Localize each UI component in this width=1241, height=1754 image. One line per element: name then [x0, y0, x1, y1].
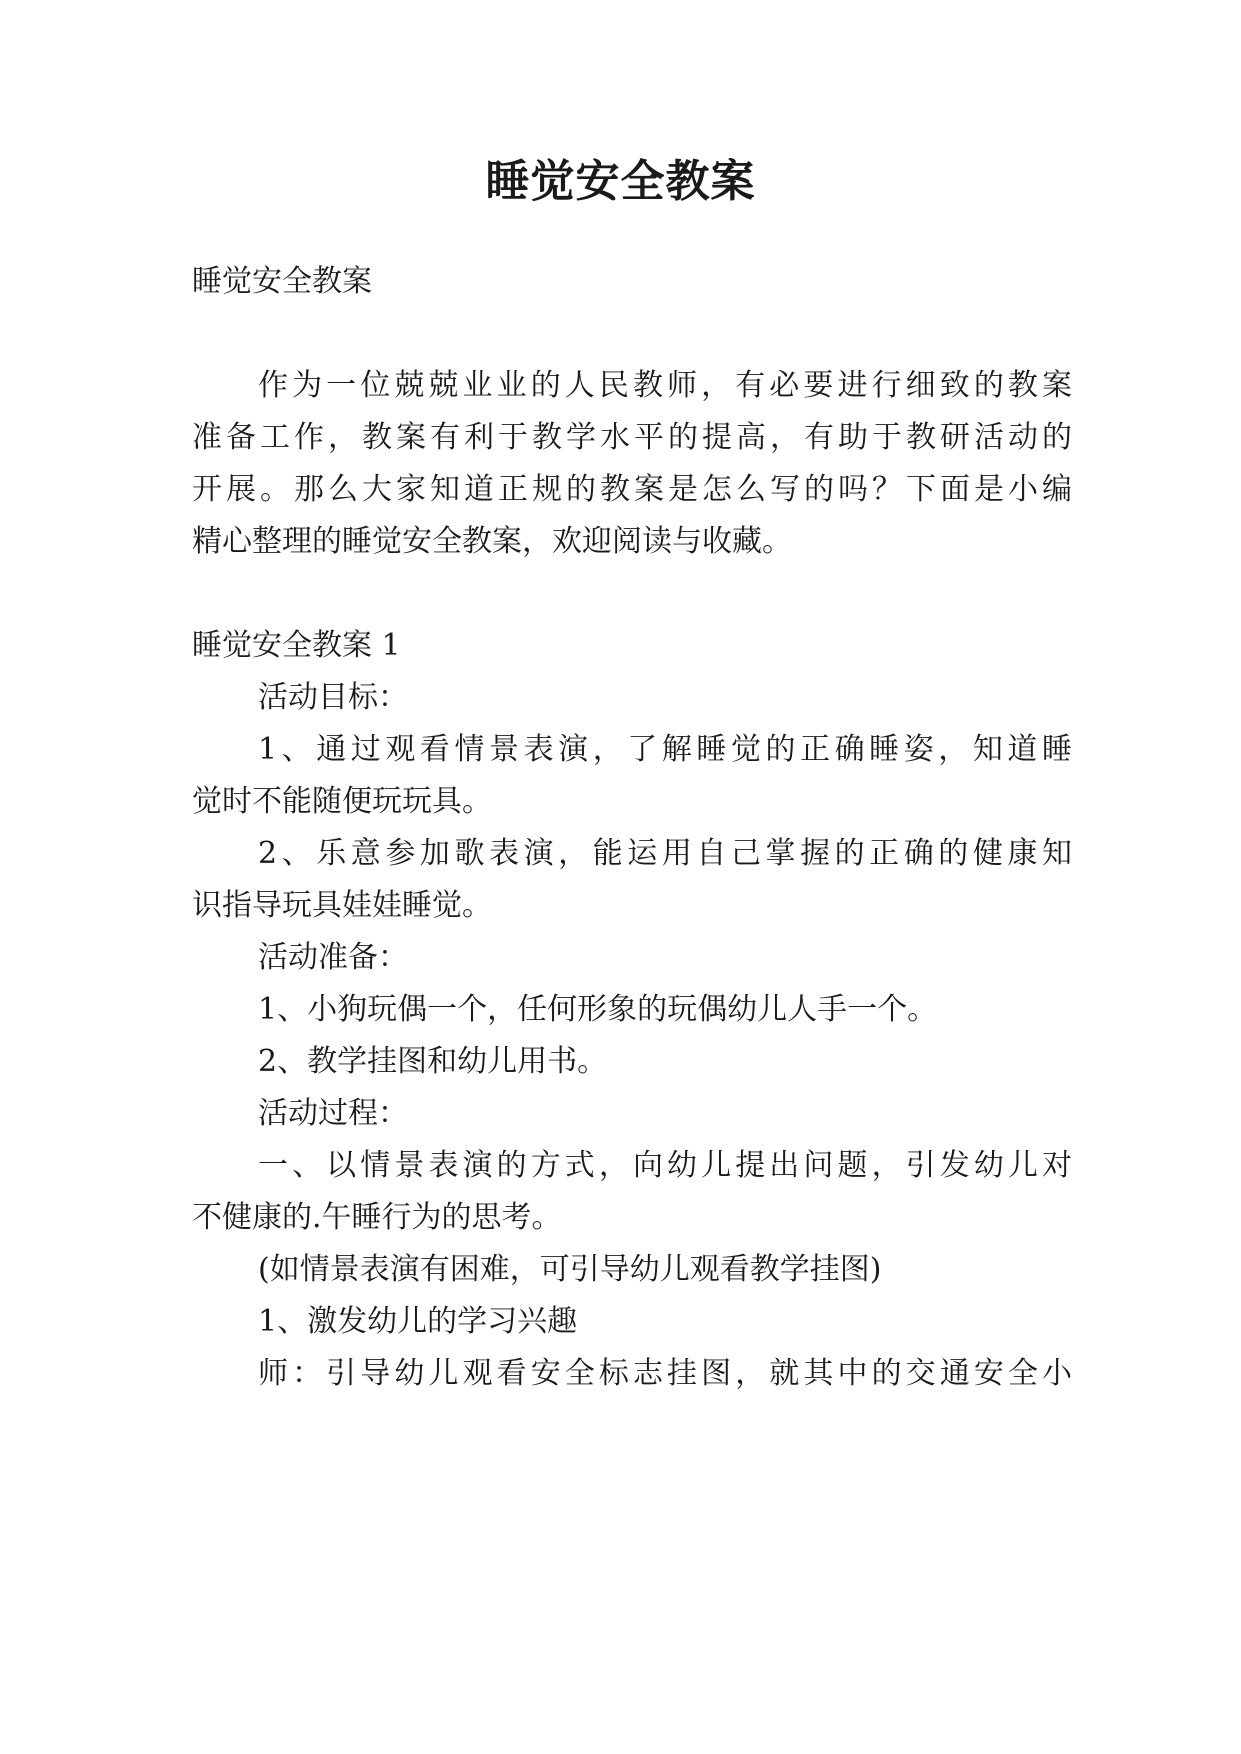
paragraph-line: 活动过程：: [258, 1096, 408, 1131]
paragraph-line: 精心整理的睡觉安全教案，欢迎阅读与收藏。: [192, 524, 792, 559]
paragraph-line: 觉时不能随便玩玩具。: [192, 784, 492, 819]
paragraph-line: 开展。那么大家知道正规的教案是怎么写的吗？下面是小编: [192, 472, 1072, 507]
document-title: 睡觉安全教案: [485, 156, 756, 207]
paragraph-line: 师：引导幼儿观看安全标志挂图，就其中的交通安全小: [258, 1356, 1072, 1391]
paragraph-line: (如情景表演有困难，可引导幼儿观看教学挂图): [258, 1252, 882, 1287]
paragraph-line: 2、乐意参加歌表演，能运用自己掌握的正确的健康知: [258, 836, 1072, 871]
paragraph-line: 准备工作，教案有利于教学水平的提高，有助于教研活动的: [192, 420, 1072, 455]
section-heading: 睡觉安全教案 1: [192, 628, 401, 663]
paragraph-line: 活动准备：: [258, 940, 408, 975]
paragraph-line: 识指导玩具娃娃睡觉。: [192, 888, 492, 923]
paragraph-line: 作为一位兢兢业业的人民教师，有必要进行细致的教案: [258, 368, 1072, 403]
subtitle-line: 睡觉安全教案: [192, 264, 372, 299]
paragraph-line: 一、以情景表演的方式，向幼儿提出问题，引发幼儿对: [258, 1148, 1072, 1183]
paragraph-line: 不健康的.午睡行为的思考。: [192, 1200, 562, 1235]
paragraph-line: 1、小狗玩偶一个，任何形象的玩偶幼儿人手一个。: [258, 992, 938, 1027]
paragraph-line: 2、教学挂图和幼儿用书。: [258, 1044, 608, 1079]
paragraph-line: 1、激发幼儿的学习兴趣: [258, 1304, 578, 1339]
paragraph-line: 1、通过观看情景表演，了解睡觉的正确睡姿，知道睡: [258, 732, 1072, 767]
paragraph-line: 活动目标：: [258, 680, 408, 715]
